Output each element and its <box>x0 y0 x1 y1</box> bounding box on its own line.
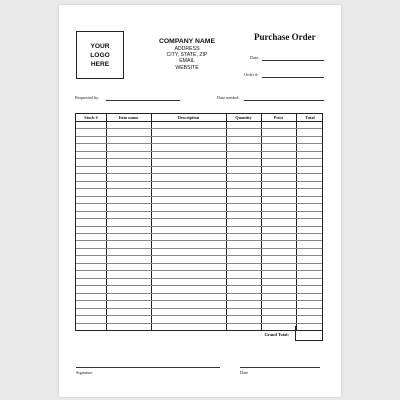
table-row-divider <box>76 151 322 152</box>
table-row-divider <box>76 226 322 227</box>
date-needed-field[interactable] <box>244 100 324 101</box>
document-title: Purchase Order <box>254 32 316 42</box>
logo-text: YOUR LOGO HERE <box>90 42 110 68</box>
table-row-divider <box>76 188 322 189</box>
table-row-divider <box>76 285 322 286</box>
signature-date-label: Date <box>240 370 249 375</box>
requested-by-field[interactable] <box>106 100 180 101</box>
header-quantity: Quantity <box>235 115 252 120</box>
date-field[interactable] <box>262 60 324 61</box>
header-price: Price <box>273 115 284 120</box>
company-website: WEBSITE <box>175 64 199 71</box>
date-label: Date: <box>250 55 260 60</box>
signature-label: Signature <box>76 370 93 375</box>
company-name: COMPANY NAME <box>158 38 215 45</box>
signature-date-line[interactable] <box>240 367 320 368</box>
company-info <box>143 38 231 71</box>
table-row-divider <box>76 263 322 264</box>
header-item-name: Item name <box>118 115 139 120</box>
column-divider <box>261 114 262 330</box>
column-divider <box>106 114 107 330</box>
table-row-divider <box>76 211 322 212</box>
requested-by-label: Requested by: <box>75 95 100 100</box>
signature-line[interactable] <box>76 367 220 368</box>
table-row-divider <box>76 143 322 144</box>
table-row-divider <box>76 308 322 309</box>
table-row-divider <box>76 158 322 159</box>
table-row-divider <box>76 255 322 256</box>
items-table <box>75 113 323 331</box>
table-row-divider <box>76 173 322 174</box>
table-row-divider <box>76 240 322 241</box>
company-email: EMAIL <box>179 58 195 65</box>
column-divider <box>151 114 152 330</box>
header-total: Total <box>305 115 315 120</box>
company-city-state-zip: CITY, STATE, ZIP <box>166 52 208 59</box>
table-row-divider <box>76 128 322 129</box>
table-row-divider <box>76 181 322 182</box>
company-address: ADDRESS <box>174 46 200 52</box>
table-row-divider <box>76 323 322 324</box>
table-row-divider <box>76 248 322 249</box>
table-row-divider <box>76 166 322 167</box>
grand-total-label: Grand Total: <box>264 332 289 337</box>
table-row-divider <box>76 300 322 301</box>
purchase-order-sheet <box>59 5 341 397</box>
table-row-divider <box>76 218 322 219</box>
grand-total-field[interactable] <box>295 326 323 341</box>
table-row-divider <box>76 270 322 271</box>
table-row-divider <box>76 196 322 197</box>
table-header <box>76 114 322 122</box>
order-number-label: Order #: <box>244 72 259 77</box>
table-row-divider <box>76 233 322 234</box>
header-stock-number: Stock # <box>84 115 98 120</box>
table-row-divider <box>76 278 322 279</box>
column-divider <box>296 114 297 330</box>
table-row-divider <box>76 315 322 316</box>
logo-placeholder <box>76 31 124 79</box>
table-row-divider <box>76 136 322 137</box>
table-row-divider <box>76 293 322 294</box>
column-divider <box>226 114 227 330</box>
table-row-divider <box>76 203 322 204</box>
header-description: Description <box>177 115 200 120</box>
date-needed-label: Date needed: <box>217 95 240 100</box>
order-number-field[interactable] <box>262 77 324 78</box>
